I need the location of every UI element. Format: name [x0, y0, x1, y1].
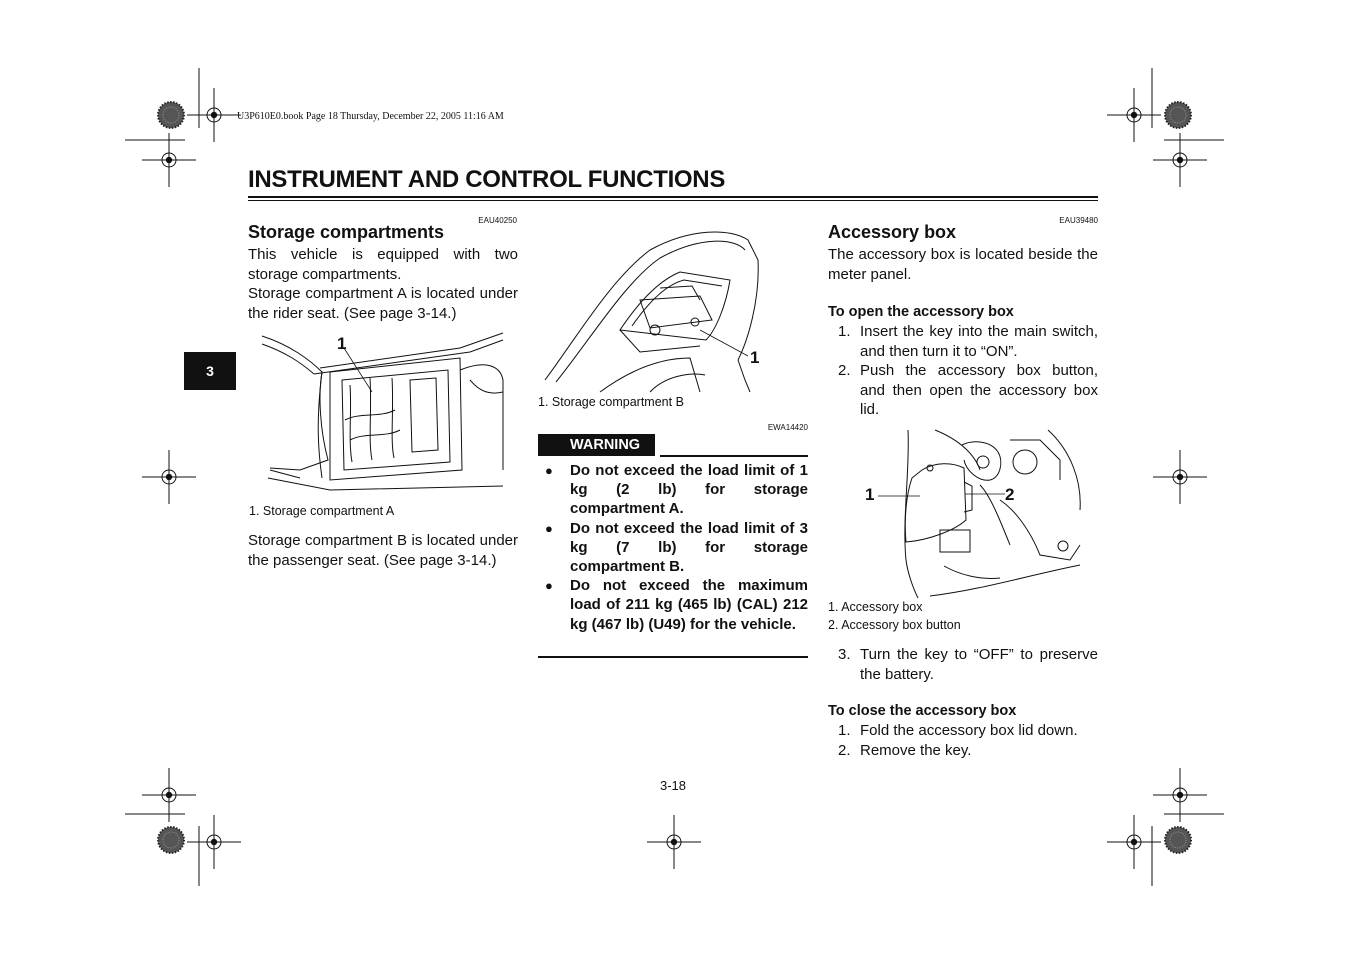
figure-b-callout: 1 [750, 348, 760, 367]
figure-c-caption-1: 1. Accessory box [828, 600, 923, 614]
crosshair-icon [187, 815, 241, 869]
warning-code: EWA14420 [767, 423, 808, 432]
page-title: INSTRUMENT AND CONTROL FUNCTIONS [248, 166, 726, 193]
figure-c-callout-1: 1 [865, 485, 875, 504]
warning-badge [538, 434, 655, 456]
section-code: EAU40250 [478, 216, 517, 225]
figure-storage-compartment-a [262, 333, 503, 490]
storage-intro [248, 245, 518, 323]
crosshair-icon [1107, 815, 1161, 869]
warning-list [545, 461, 808, 634]
warning-label: WARNING [570, 437, 641, 453]
crosshair-icon [647, 815, 701, 869]
warning-item: ● Do not exceed the load limit of 1 kg (2 lb) for storage compartment A. [545, 462, 808, 518]
storage-para-2: Storage compartment A is located under the rider seat. (See page 3-14.) [248, 285, 518, 322]
storage-para-1: This vehicle is equipped with two storage compartments. [248, 246, 518, 283]
bullet-icon: ● [545, 463, 553, 478]
warning-item: ● Do not exceed the load limit of 3 kg (7 lb) for storage compartment B. [545, 519, 808, 576]
list-item: 1. Insert the key into the main switch, and then turn it to “ON”. [838, 323, 1098, 360]
page-number: 3-18 [660, 778, 687, 793]
chapter-tab: 3 [184, 352, 236, 390]
storage-para-3: Storage compartment B is located under the passenger seat. (See page 3-14.) [248, 532, 518, 569]
registration-disc-icon [158, 102, 184, 128]
step-3 [828, 645, 1098, 684]
accessory-intro: The accessory box is located beside the meter panel. [828, 246, 1098, 283]
figure-c-callout-2: 2 [1005, 485, 1015, 504]
bullet-icon: ● [545, 578, 553, 594]
registration-disc-icon [1165, 827, 1191, 853]
warning-rule-top [660, 455, 808, 457]
figure-a-callout: 1 [337, 334, 347, 353]
figure-c-caption-2: 2. Accessory box button [828, 618, 961, 632]
list-item: 2. Remove the key. [838, 741, 972, 759]
print-header-line: U3P610E0.book Page 18 Thursday, December 22, 2005 11:16 AM [237, 111, 504, 122]
list-item: 2. Push the accessory box button, and then open the accessory box lid. [838, 362, 1098, 418]
close-steps [828, 721, 1098, 760]
registration-disc-icon [1165, 102, 1191, 128]
warning-item: ● Do not exceed the maximum load of 211 kg (465 lb) (CAL) 212 kg (467 lb) (U49) for the vehicle. [545, 577, 808, 633]
figure-a-caption: 1. Storage compartment A [249, 504, 395, 518]
section-heading-storage: Storage compartments [248, 222, 445, 242]
crosshair-icon [142, 450, 196, 504]
section-heading-accessory: Accessory box [828, 222, 957, 242]
figure-storage-compartment-b [545, 232, 758, 392]
crosshair-icon [1153, 133, 1207, 187]
bullet-icon: ● [545, 520, 553, 536]
crosshair-icon [187, 88, 241, 142]
list-item: 1. Fold the accessory box lid down. [838, 722, 1078, 739]
crosshair-icon [1107, 88, 1161, 142]
list-item: 3. Turn the key to “OFF” to preserve the battery. [838, 646, 1098, 683]
crosshair-icon [1153, 450, 1207, 504]
close-heading: To close the accessory box [828, 703, 1017, 719]
title-rule [248, 196, 1098, 198]
title-rule-thin [248, 200, 1098, 201]
registration-disc-icon [158, 827, 184, 853]
figure-accessory-box [878, 430, 1080, 598]
figure-b-caption: 1. Storage compartment B [538, 395, 684, 409]
warning-rule-bottom [538, 656, 808, 658]
open-heading: To open the accessory box [828, 304, 1014, 320]
open-steps [828, 322, 1098, 420]
crosshair-icon [142, 133, 196, 187]
section-code: EAU39480 [1059, 216, 1098, 225]
